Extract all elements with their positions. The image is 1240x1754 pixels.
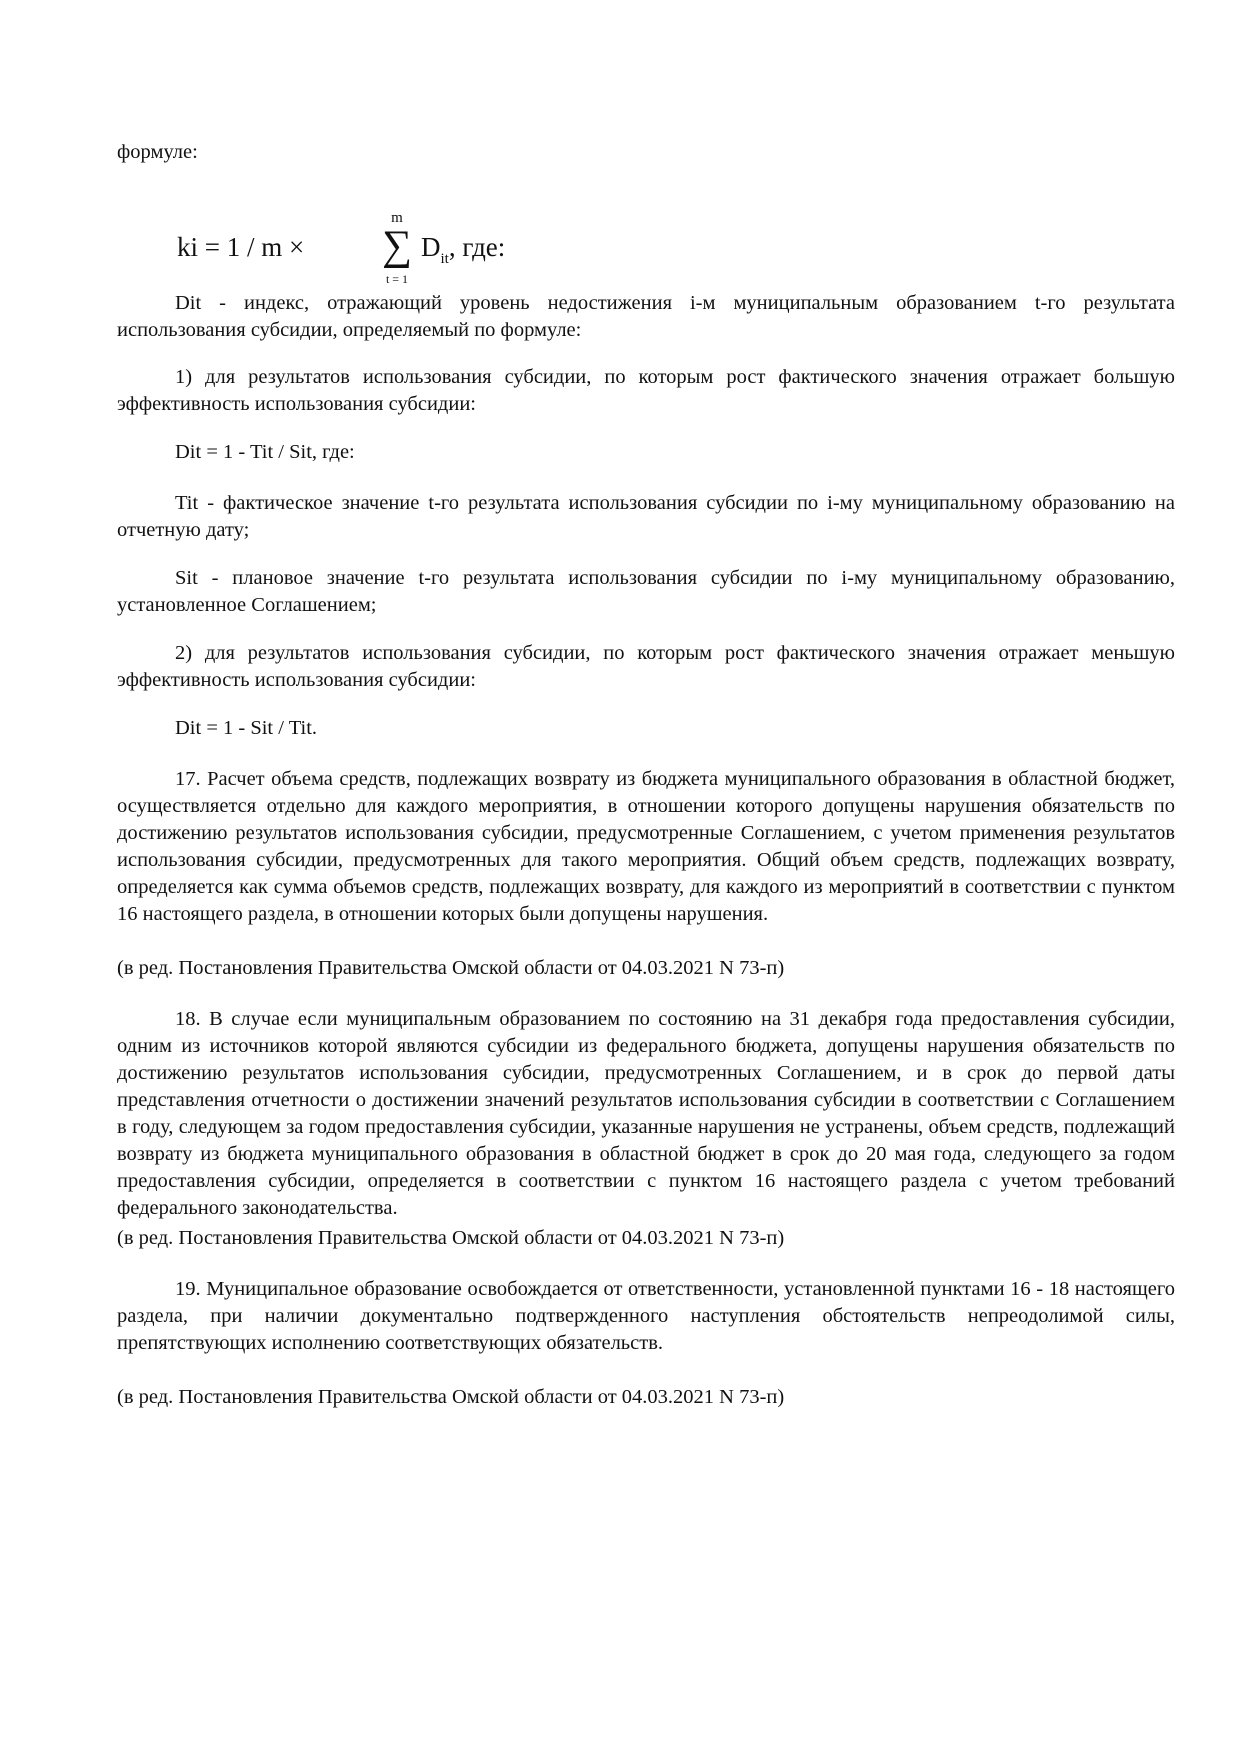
sigma-block bbox=[375, 210, 419, 290]
paragraph-clause-19-amendment: (в ред. Постановления Правительства Омской области от 04.03.2021 N 73-п) bbox=[117, 1386, 785, 1408]
paragraph-clause-18: 18. В случае если муниципальным образованием по состоянию на 31 декабря года предоставления субсидии, одним из источников которой являются субсидии из федерального бюджета, допущены нарушения обязательств по достижению результатов использования субсидии, предусмотренных Соглашением, и в срок до первой даты представления отчетности о достижении значений результатов использования субсидии в соответствии с Соглашением в году, следующем за годом предоставления субсидии, указанные нарушения не устранены, объем средств, подлежащий возврату из бюджета муниципального образования в областной бюджет в срок до 20 мая года, следующего за годом предоставления субсидии, определяется в соответствии с пунктом 16 настоящего раздела с учетом требований федерального законодательства. bbox=[117, 1008, 1175, 1219]
sigma-upper-limit: m bbox=[391, 210, 403, 226]
paragraph-clause-17-amendment: (в ред. Постановления Правительства Омской области от 04.03.2021 N 73-п) bbox=[117, 957, 785, 979]
paragraph-formula-2: Dit = 1 - Sit / Tit. bbox=[175, 717, 318, 739]
paragraph-sit-definition: Sit - плановое значение t-го результата использования субсидии по i-му муниципальному образованию, установленное Соглашением; bbox=[117, 567, 1175, 616]
paragraph-formula-1: Dit = 1 - Tit / Sit, где: bbox=[175, 441, 355, 463]
paragraph-clause-18-amendment: (в ред. Постановления Правительства Омской области от 04.03.2021 N 73-п) bbox=[117, 1227, 785, 1249]
paragraph-clause-17: 17. Расчет объема средств, подлежащих возврату из бюджета муниципального образования в областной бюджет, осуществляется отдельно для каждого мероприятия, в отношении которого допущены нарушения обязательств по достижению результатов использования субсидии, предусмотренные Соглашением, с учетом применения результатов использования субсидии, предусмотренных для такого мероприятия. Общий объем средств, подлежащих возврату, определяется как сумма объемов средств, подлежащих возврату, для каждого из мероприятий в соответствии с пунктом 16 настоящего раздела, в отношении которых были допущены нарушения. bbox=[117, 768, 1175, 925]
paragraph-clause-19: 19. Муниципальное образование освобождается от ответственности, установленной пунктами 16 - 18 настоящего раздела, при наличии документально подтвержденного наступления обстоятельств непреодолимой силы, препятствующих исполнению соответствующих обязательств. bbox=[117, 1278, 1175, 1354]
formula-tail: , где: bbox=[448, 232, 506, 262]
term-symbol: D bbox=[421, 232, 441, 262]
paragraph-case-2: 2) для результатов использования субсидии, по которым рост фактического значения отражает меньшую эффективность использования субсидии: bbox=[117, 642, 1175, 691]
sigma-lower-limit: t = 1 bbox=[385, 272, 409, 286]
term-subscript: it bbox=[440, 251, 449, 267]
formula-term bbox=[421, 232, 505, 267]
paragraph-case-1: 1) для результатов использования субсидии, по которым рост фактического значения отражает большую эффективность использования субсидии: bbox=[117, 366, 1175, 415]
sigma-icon: ∑ bbox=[382, 223, 412, 269]
paragraph-tit-definition: Tit - фактическое значение t-го результата использования субсидии по i-му муниципальному образованию на отчетную дату; bbox=[117, 492, 1175, 541]
paragraph-dit-definition: Dit - индекс, отражающий уровень недостижения i-м муниципальным образованием t-го результата использования субсидии, определяемый по формуле: bbox=[117, 292, 1175, 341]
intro-text: формуле: bbox=[117, 141, 198, 163]
formula-lhs: ki = 1 / m × bbox=[177, 232, 305, 262]
